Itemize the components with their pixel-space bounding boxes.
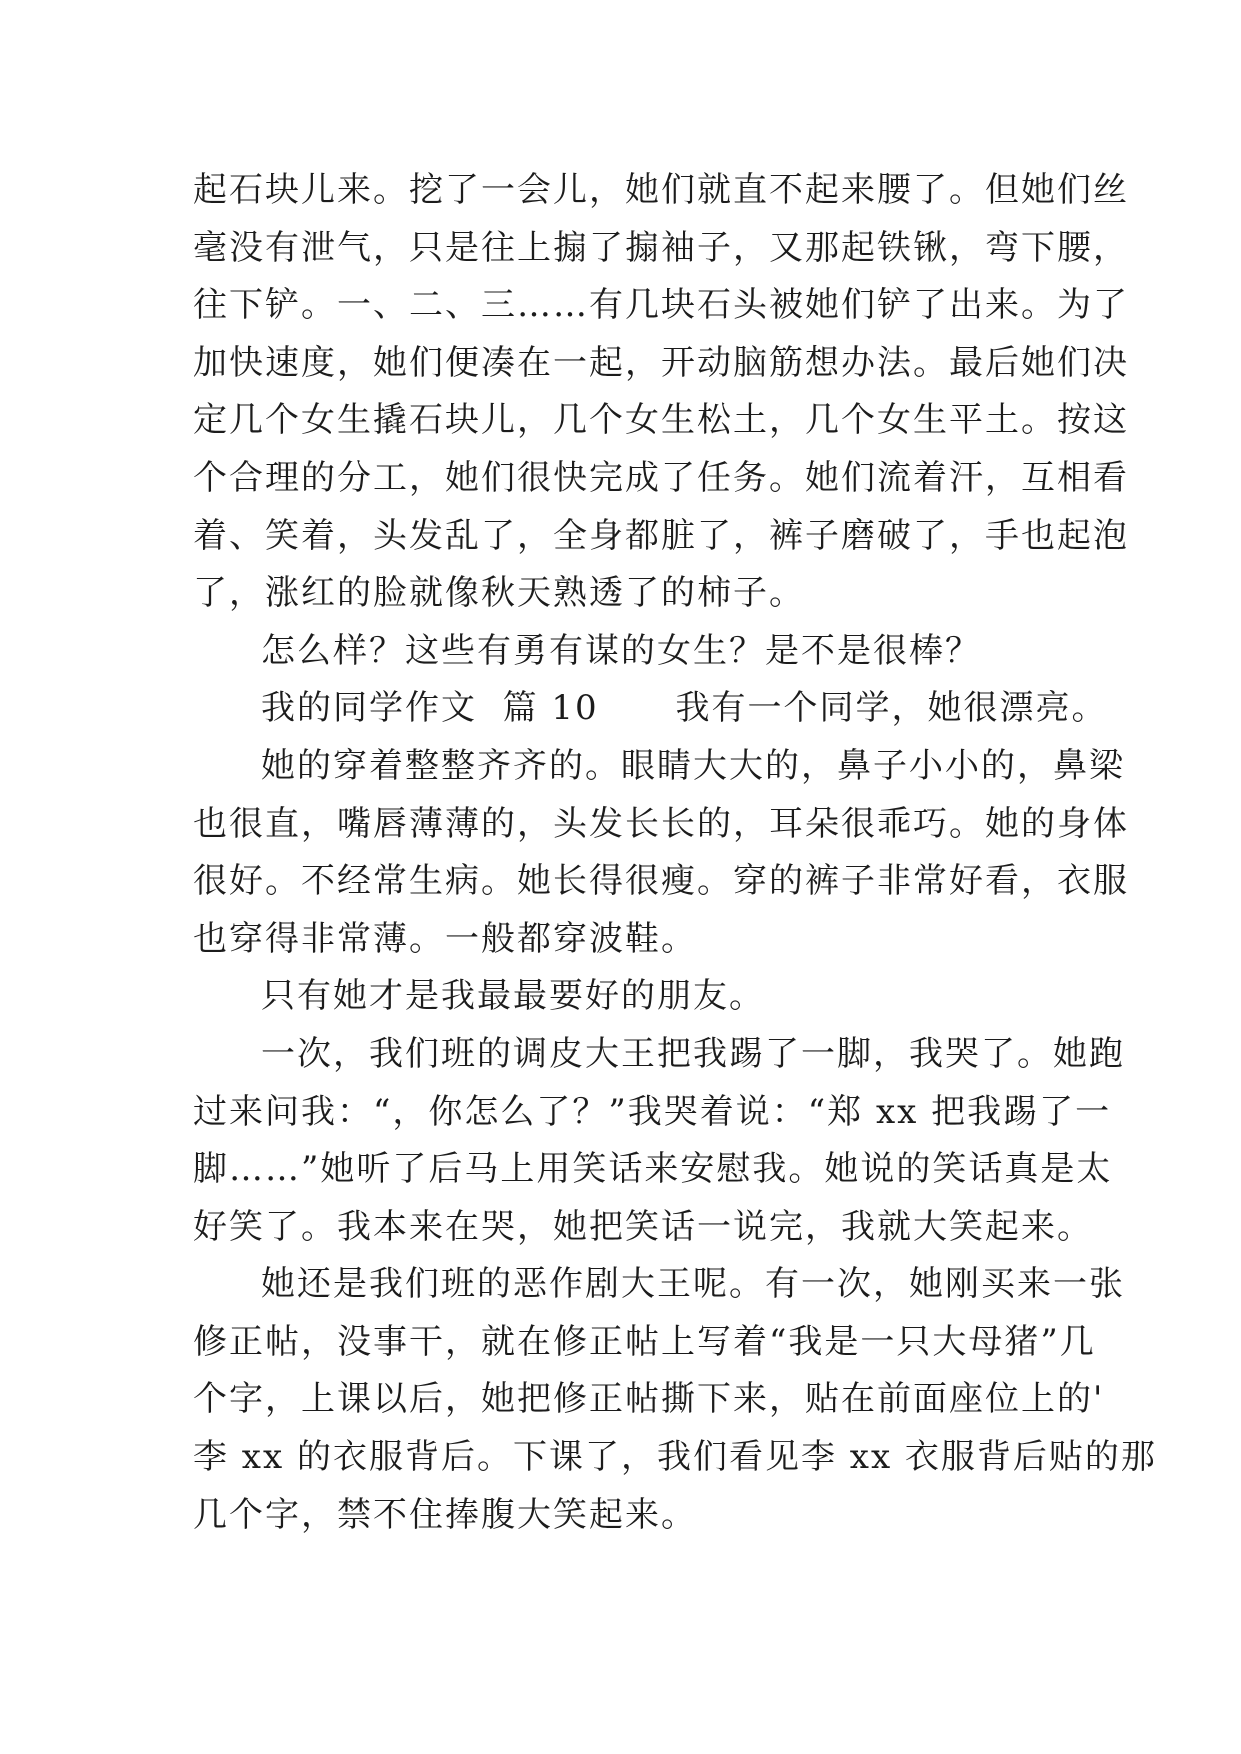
text-line: 也穿得非常薄。一般都穿波鞋。 bbox=[193, 918, 697, 959]
text-line: 也很直，嘴唇薄薄的，头发长长的，耳朵很乖巧。她的身体 bbox=[193, 803, 1129, 844]
text-line: 了，涨红的脸就像秋天熟透了的柿子。 bbox=[193, 573, 805, 614]
text-line: 加快速度，她们便凑在一起，开动脑筋想办法。最后她们决 bbox=[193, 342, 1129, 383]
text-line: 个合理的分工，她们很快完成了任务。她们流着汗，互相看 bbox=[193, 457, 1129, 498]
text-line: 李 xx 的衣服背后。下课了，我们看见李 xx 衣服背后贴的那 bbox=[193, 1437, 1157, 1478]
text-line: 脚……”她听了后马上用笑话来安慰我。她说的笑话真是太 bbox=[193, 1149, 1113, 1190]
text-line: 起石块儿来。挖了一会儿，她们就直不起来腰了。但她们丝 bbox=[193, 170, 1129, 210]
text-line: 定几个女生撬石块儿，几个女生松土，几个女生平土。按这 bbox=[193, 400, 1129, 441]
paragraph-first-line: 怎么样？这些有勇有谋的女生？是不是很棒？ bbox=[261, 630, 981, 671]
text-line: 几个字，禁不住捧腹大笑起来。 bbox=[193, 1494, 697, 1535]
text-line: 毫没有泄气，只是往上搧了搧袖子，又那起铁锹，弯下腰， bbox=[193, 227, 1129, 268]
article-body bbox=[193, 162, 1157, 1544]
text-line: 修正帖，没事干，就在修正帖上写着“我是一只大母猪”几 bbox=[193, 1321, 1096, 1362]
text-line: 好笑了。我本来在哭，她把笑话一说完，我就大笑起来。 bbox=[193, 1206, 1093, 1247]
text-line: 着、笑着，头发乱了，全身都脏了，裤子磨破了，手也起泡 bbox=[193, 515, 1129, 556]
paragraph-first-line: 她的穿着整整齐齐的。眼睛大大的，鼻子小小的，鼻梁 bbox=[261, 745, 1125, 786]
section-heading-line: 我的同学作文 篇 10 我有一个同学，她很漂亮。 bbox=[261, 688, 1108, 729]
text-line: 往下铲。一、二、三……有几块石头被她们铲了出来。为了 bbox=[193, 285, 1129, 326]
text-line: 个字，上课以后，她把修正帖撕下来，贴在前面座位上的' bbox=[193, 1379, 1105, 1420]
paragraph-first-line: 她还是我们班的恶作剧大王呢。有一次，她刚买来一张 bbox=[261, 1264, 1125, 1305]
text-line: 很好。不经常生病。她长得很瘦。穿的裤子非常好看，衣服 bbox=[193, 861, 1129, 902]
paragraph-first-line: 一次，我们班的调皮大王把我踢了一脚，我哭了。她跑 bbox=[261, 1033, 1125, 1074]
paragraph-first-line: 只有她才是我最最要好的朋友。 bbox=[261, 976, 765, 1017]
text-line: 过来问我：“，你怎么了？”我哭着说：“郑 xx 把我踢了一 bbox=[193, 1091, 1112, 1132]
